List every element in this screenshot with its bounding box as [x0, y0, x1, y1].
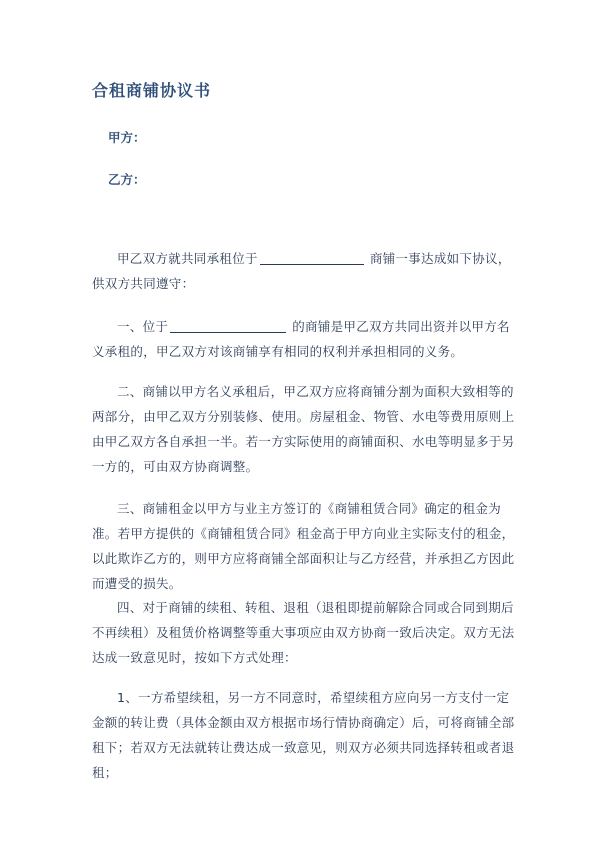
clause-1-text-before: 一、位于 — [117, 319, 169, 334]
intro-text-after: 商铺一事达成如下协议，供双方共同遵守： — [92, 251, 511, 291]
location-blank — [260, 250, 364, 265]
intro-text-before: 甲乙双方就共同承租位于 — [117, 251, 258, 266]
intro-paragraph — [92, 246, 520, 296]
document-title: 合租商铺协议书 — [92, 81, 212, 100]
clause-1-text-after: 的商铺是甲乙双方共同出资并以甲方名义承租的，甲乙双方对该商铺享有相同的权利并承担相同的义务。 — [92, 319, 510, 359]
clause-1 — [92, 314, 520, 364]
party-b-label: 乙方： — [108, 172, 146, 187]
clause-4-item-1: 1、一方希望续租，另一方不同意时，希望续租方应向另一方支付一定金额的转让费（具体金额由双方根据市场行情协商确定）后，可将商铺全部租下；若双方无法就转让费达成一致意见，则双方必须共同选择转租或者退租； — [92, 690, 515, 780]
shop-location-blank — [170, 318, 286, 333]
clause-3: 三、商铺租金以甲方与业主方签订的《商铺租赁合同》确定的租金为准。若甲方提供的《商铺租赁合同》租金高于甲方向业主实际支付的租金，以此欺诈乙方的，则甲方应将商铺全部面积让与乙方经营，并承担乙方因此而遭受的损失。 — [92, 501, 515, 591]
clause-4: 四、对于商铺的续租、转租、退租（退租即提前解除合同或合同到期后不再续租）及租赁价格调整等重大事项应由双方协商一致后决定。双方无法达成一致意见时，按如下方式处理： — [92, 600, 515, 665]
clause-2: 二、商铺以甲方名义承租后，甲乙双方应将商铺分割为面积大致相等的两部分，由甲乙双方分别装修、使用。房屋租金、物管、水电等费用原则上由甲乙双方各自承担一半。若一方实际使用的商铺面积、水电等明显多于另一方的，可由双方协商调整。 — [92, 384, 515, 474]
party-a-label: 甲方： — [108, 130, 146, 145]
